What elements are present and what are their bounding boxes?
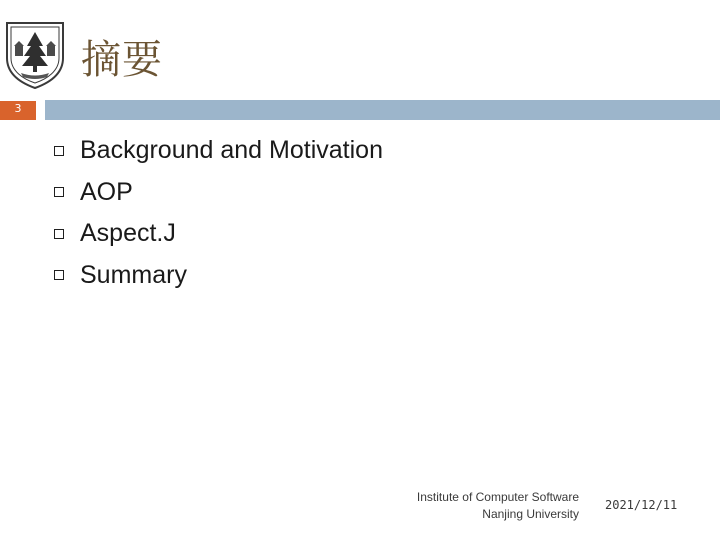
list-item — [54, 130, 383, 172]
bullet-list — [54, 130, 383, 296]
bullet-text: Summary — [80, 260, 187, 289]
header-bar — [45, 100, 720, 120]
slide-title: 摘要 — [81, 37, 163, 83]
list-item — [54, 255, 383, 297]
hollow-square-bullet-icon — [54, 146, 64, 156]
footer-date: 2021/12/11 — [605, 498, 678, 512]
hollow-square-bullet-icon — [54, 229, 64, 239]
hollow-square-bullet-icon — [54, 270, 64, 280]
bullet-text: Aspect.J — [80, 219, 176, 248]
list-item — [54, 213, 383, 255]
university-logo-icon — [3, 20, 67, 90]
hollow-square-bullet-icon — [54, 187, 64, 197]
bullet-text: Background and Motivation — [80, 136, 383, 165]
footer-university: Nanjing University — [482, 507, 579, 521]
footer-organization — [417, 489, 579, 523]
slide-number: 3 — [14, 102, 22, 115]
list-item — [54, 172, 383, 214]
footer-institute: Institute of Computer Software — [416, 490, 579, 504]
bullet-text: AOP — [80, 177, 133, 206]
